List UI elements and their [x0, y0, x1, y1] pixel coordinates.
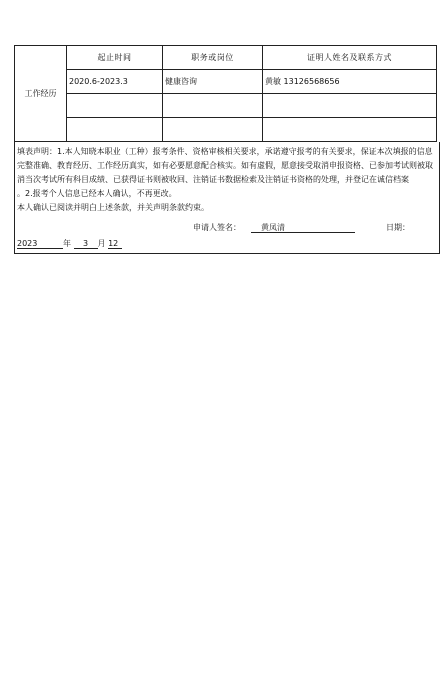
- applicant-signature: 黄凤清: [251, 221, 355, 233]
- cell-position: [163, 94, 263, 118]
- date-day: 12: [108, 237, 122, 249]
- cell-reference: 黄敏 13126568656: [263, 70, 437, 94]
- cell-position: [163, 118, 263, 142]
- cell-reference: [263, 94, 437, 118]
- declaration-section: [14, 142, 440, 254]
- header-period: 起止时间: [67, 46, 163, 70]
- cell-period: 2020.6-2023.3: [67, 70, 163, 94]
- cell-reference: [263, 118, 437, 142]
- signature-row: [17, 221, 437, 235]
- work-experience-table: [14, 45, 437, 142]
- declaration-text: 填表声明：1.本人知晓本职业（工种）报考条件、资格审核相关要求，承诺遵守报考的有关要求，保证本次填报的信息完整准确、教育经历、工作经历真实，如有必要愿意配合核实。如有虚假，愿意接受取消申报资格、已参加考试则被取消当次考试所有科目成绩、已获得证书则被收回、注销证书数据检索及注销证书资格的处理，并登记在诚信档案: [17, 147, 433, 184]
- header-position: 职务或岗位: [163, 46, 263, 70]
- declaration-item-2: 。2.报考个人信息已经本人确认，不再更改。: [17, 189, 177, 198]
- month-char: 月: [97, 239, 106, 248]
- table-row: [15, 94, 437, 118]
- confirmation-text: 本人确认已阅读并明白上述条款，并关声明条款约束。: [17, 203, 209, 212]
- table-row: [15, 70, 437, 94]
- header-reference: 证明人姓名及联系方式: [263, 46, 437, 70]
- year-char: 年: [63, 239, 71, 248]
- cell-period: [67, 118, 163, 142]
- work-experience-label: 工作经历: [15, 46, 67, 142]
- date-year: 2023: [17, 237, 63, 249]
- application-form: [14, 45, 436, 254]
- table-row: [15, 118, 437, 142]
- table-header-row: [15, 46, 437, 70]
- date-month: 3: [74, 237, 98, 249]
- signature-label: 申请人签名：: [193, 223, 241, 232]
- cell-period: [67, 94, 163, 118]
- date-label: 日期：: [386, 223, 410, 232]
- cell-position: 健康咨询: [163, 70, 263, 94]
- date-row: [17, 237, 437, 251]
